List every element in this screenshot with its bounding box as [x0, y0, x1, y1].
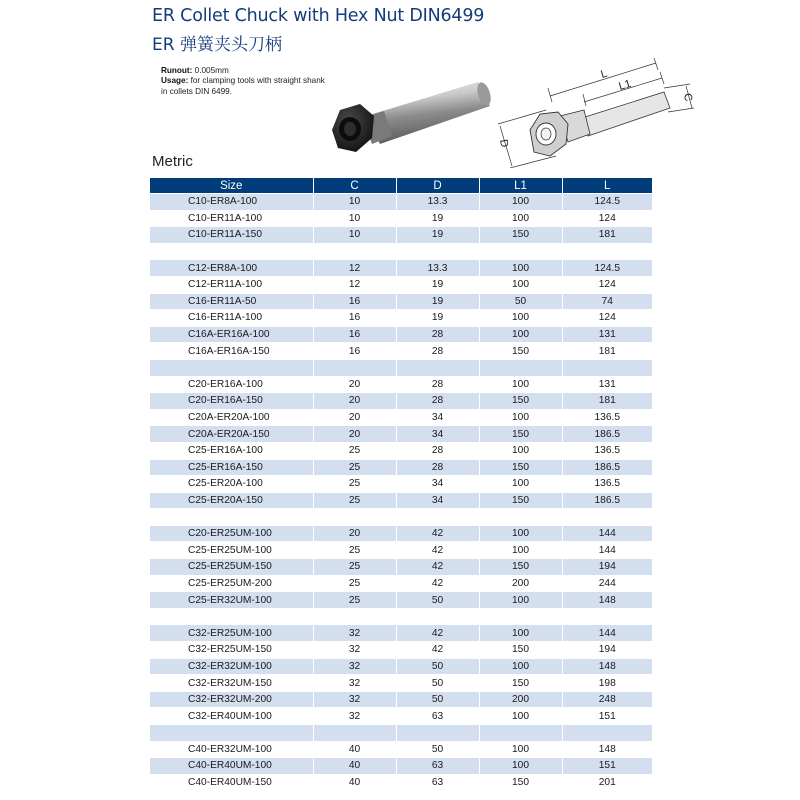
cell-l: 124.5: [562, 194, 652, 211]
cell-l1: 100: [479, 741, 562, 758]
column-header-c: C: [313, 178, 396, 194]
dim-label-l1: L1: [617, 77, 633, 93]
cell-l1: [479, 509, 562, 526]
cell-size: C25-ER20A-100: [150, 476, 313, 493]
cell-size: C20-ER25UM-100: [150, 525, 313, 542]
column-header-l: L: [562, 178, 652, 194]
cell-size: C16A-ER16A-100: [150, 326, 313, 343]
cell-size: C16-ER11A-50: [150, 293, 313, 310]
cell-l: [562, 359, 652, 376]
table-row: [150, 625, 652, 642]
shank-body: [362, 81, 493, 144]
cell-l: 151: [562, 758, 652, 775]
cell-c: 10: [313, 194, 396, 211]
cell-d: 50: [396, 691, 479, 708]
cell-l1: 150: [479, 459, 562, 476]
cell-l: [562, 243, 652, 260]
cell-d: 50: [396, 658, 479, 675]
cell-l1: 100: [479, 542, 562, 559]
cell-size: C25-ER25UM-150: [150, 559, 313, 576]
cell-size: C25-ER20A-150: [150, 492, 313, 509]
table-row: [150, 343, 652, 360]
cell-l: [562, 509, 652, 526]
cell-l: 74: [562, 293, 652, 310]
column-header-l1: L1: [479, 178, 562, 194]
cell-d: 42: [396, 542, 479, 559]
cell-l1: 100: [479, 310, 562, 327]
cell-l: 144: [562, 525, 652, 542]
cell-c: 40: [313, 774, 396, 790]
cell-l: 151: [562, 708, 652, 725]
cell-d: 63: [396, 774, 479, 790]
cell-c: [313, 725, 396, 742]
cell-d: 50: [396, 675, 479, 692]
table-row: [150, 310, 652, 327]
cell-l1: 150: [479, 559, 562, 576]
cell-size: C16-ER11A-100: [150, 310, 313, 327]
cell-d: 19: [396, 293, 479, 310]
cell-c: 25: [313, 559, 396, 576]
cell-l1: [479, 725, 562, 742]
table-row: [150, 575, 652, 592]
cell-c: 16: [313, 293, 396, 310]
table-row: [150, 476, 652, 493]
cell-l: 144: [562, 625, 652, 642]
cell-d: [396, 608, 479, 625]
table-row: [150, 691, 652, 708]
cell-c: 16: [313, 326, 396, 343]
cell-l: 186.5: [562, 426, 652, 443]
cell-d: 63: [396, 708, 479, 725]
product-photo: [318, 68, 498, 163]
cell-l1: 150: [479, 343, 562, 360]
cell-l1: [479, 359, 562, 376]
cell-l1: 150: [479, 774, 562, 790]
cell-size: C25-ER32UM-100: [150, 592, 313, 609]
cell-size: [150, 359, 313, 376]
cell-d: [396, 359, 479, 376]
cell-l: [562, 608, 652, 625]
cell-d: 13.3: [396, 194, 479, 211]
cell-l: 181: [562, 393, 652, 410]
tool-outline: [530, 92, 670, 156]
cell-l1: 150: [479, 227, 562, 244]
spec-block: [161, 66, 331, 97]
usage-label: Usage:: [161, 76, 189, 86]
dimension-lines: [498, 58, 694, 168]
cell-d: 50: [396, 741, 479, 758]
cell-size: C40-ER32UM-100: [150, 741, 313, 758]
table-row: [150, 293, 652, 310]
cell-l1: 100: [479, 276, 562, 293]
cell-l: 201: [562, 774, 652, 790]
cell-size: C10-ER8A-100: [150, 194, 313, 211]
page-title-chinese: ER 弹簧夹头刀柄: [152, 35, 282, 55]
cell-c: 25: [313, 592, 396, 609]
cell-l1: 150: [479, 642, 562, 659]
table-row: [150, 393, 652, 410]
runout-line: [161, 66, 331, 76]
table-row: [150, 442, 652, 459]
cell-d: 19: [396, 276, 479, 293]
cell-l1: 150: [479, 393, 562, 410]
cell-c: 20: [313, 393, 396, 410]
cell-c: 32: [313, 691, 396, 708]
table-spacer-row: [150, 359, 652, 376]
page-title: ER Collet Chuck with Hex Nut DIN6499: [152, 6, 485, 26]
cell-size: C32-ER32UM-150: [150, 675, 313, 692]
cell-c: 32: [313, 625, 396, 642]
cell-l1: 100: [479, 376, 562, 393]
cell-d: 34: [396, 476, 479, 493]
dim-label-l: L: [599, 67, 609, 81]
cell-l: 194: [562, 559, 652, 576]
table-row: [150, 658, 652, 675]
cell-l1: 200: [479, 691, 562, 708]
cell-d: 42: [396, 642, 479, 659]
cell-d: 34: [396, 409, 479, 426]
cell-size: [150, 509, 313, 526]
cell-c: 32: [313, 642, 396, 659]
cell-d: 34: [396, 426, 479, 443]
dimension-drawing: [488, 58, 698, 168]
cell-c: 16: [313, 343, 396, 360]
cell-l: 148: [562, 658, 652, 675]
cell-l: 244: [562, 575, 652, 592]
cell-size: C40-ER40UM-100: [150, 758, 313, 775]
cell-l1: 100: [479, 476, 562, 493]
cell-d: 28: [396, 326, 479, 343]
table-spacer-row: [150, 243, 652, 260]
cell-d: 50: [396, 592, 479, 609]
cell-l1: 150: [479, 675, 562, 692]
cell-l: 144: [562, 542, 652, 559]
table-header-row: [150, 178, 652, 194]
cell-l: 248: [562, 691, 652, 708]
table-row: [150, 210, 652, 227]
cell-l1: 200: [479, 575, 562, 592]
cell-d: 63: [396, 758, 479, 775]
cell-d: 28: [396, 343, 479, 360]
cell-size: C32-ER32UM-100: [150, 658, 313, 675]
table-row: [150, 426, 652, 443]
cell-c: 32: [313, 658, 396, 675]
cell-l1: 100: [479, 658, 562, 675]
cell-size: C25-ER25UM-100: [150, 542, 313, 559]
cell-c: 10: [313, 227, 396, 244]
cell-size: C12-ER8A-100: [150, 260, 313, 277]
cell-size: C12-ER11A-100: [150, 276, 313, 293]
cell-size: [150, 243, 313, 260]
table-row: [150, 542, 652, 559]
cell-c: 20: [313, 376, 396, 393]
cell-c: [313, 243, 396, 260]
cell-c: 10: [313, 210, 396, 227]
cell-d: 19: [396, 310, 479, 327]
cell-size: C20-ER16A-150: [150, 393, 313, 410]
cell-d: 34: [396, 492, 479, 509]
cell-d: 42: [396, 625, 479, 642]
cell-c: 25: [313, 492, 396, 509]
cell-c: [313, 359, 396, 376]
table-spacer-row: [150, 509, 652, 526]
cell-l: 186.5: [562, 492, 652, 509]
cell-d: 13.3: [396, 260, 479, 277]
cell-l: 124: [562, 310, 652, 327]
cell-l1: [479, 608, 562, 625]
cell-l1: 150: [479, 492, 562, 509]
cell-l1: 100: [479, 326, 562, 343]
cell-c: 25: [313, 476, 396, 493]
cell-size: C40-ER40UM-150: [150, 774, 313, 790]
cell-size: [150, 608, 313, 625]
cell-d: 28: [396, 393, 479, 410]
cell-c: 20: [313, 409, 396, 426]
cell-d: [396, 509, 479, 526]
table-row: [150, 525, 652, 542]
table-row: [150, 675, 652, 692]
section-title-metric: Metric: [152, 153, 193, 170]
cell-l: 148: [562, 592, 652, 609]
dim-label-c: C: [681, 92, 695, 103]
column-header-size: Size: [150, 178, 313, 194]
cell-l1: 100: [479, 210, 562, 227]
table-row: [150, 326, 652, 343]
table-spacer-row: [150, 608, 652, 625]
cell-l: 181: [562, 227, 652, 244]
cell-l: 148: [562, 741, 652, 758]
cell-l1: 50: [479, 293, 562, 310]
cell-l: [562, 725, 652, 742]
cell-c: 25: [313, 459, 396, 476]
cell-c: [313, 608, 396, 625]
cell-d: [396, 725, 479, 742]
cell-l: 124: [562, 276, 652, 293]
cell-l1: 100: [479, 758, 562, 775]
cell-l1: 150: [479, 426, 562, 443]
table-row: [150, 774, 652, 790]
runout-label: Runout:: [161, 66, 193, 75]
cell-l: 198: [562, 675, 652, 692]
cell-c: 20: [313, 426, 396, 443]
cell-c: 16: [313, 310, 396, 327]
cell-c: 12: [313, 260, 396, 277]
cell-l1: 100: [479, 592, 562, 609]
spec-table: [150, 178, 652, 790]
cell-l: 136.5: [562, 409, 652, 426]
table-row: [150, 194, 652, 211]
cell-c: 25: [313, 442, 396, 459]
cell-size: C25-ER16A-150: [150, 459, 313, 476]
cell-l: 124: [562, 210, 652, 227]
cell-size: C32-ER32UM-200: [150, 691, 313, 708]
cell-size: C10-ER11A-100: [150, 210, 313, 227]
cell-size: C10-ER11A-150: [150, 227, 313, 244]
cell-c: 40: [313, 758, 396, 775]
cell-size: C25-ER25UM-200: [150, 575, 313, 592]
cell-size: C20A-ER20A-150: [150, 426, 313, 443]
cell-size: C20-ER16A-100: [150, 376, 313, 393]
hex-nut: [332, 104, 374, 152]
cell-size: C25-ER16A-100: [150, 442, 313, 459]
cell-l1: 100: [479, 194, 562, 211]
cell-l: 124.5: [562, 260, 652, 277]
cell-size: C16A-ER16A-150: [150, 343, 313, 360]
cell-d: 42: [396, 559, 479, 576]
table-row: [150, 708, 652, 725]
table-row: [150, 276, 652, 293]
table-row: [150, 592, 652, 609]
cell-size: C32-ER40UM-100: [150, 708, 313, 725]
cell-size: C32-ER25UM-100: [150, 625, 313, 642]
cell-c: 20: [313, 525, 396, 542]
cell-d: [396, 243, 479, 260]
column-header-d: D: [396, 178, 479, 194]
cell-l: 131: [562, 326, 652, 343]
cell-c: 32: [313, 708, 396, 725]
cell-c: 25: [313, 542, 396, 559]
cell-l1: 100: [479, 442, 562, 459]
table-row: [150, 227, 652, 244]
cell-l: 131: [562, 376, 652, 393]
usage-value: for clamping tools with straight shank in collets DIN 6499.: [161, 76, 325, 96]
cell-l: 194: [562, 642, 652, 659]
cell-l: 181: [562, 343, 652, 360]
table-spacer-row: [150, 725, 652, 742]
runout-value: 0.005mm: [194, 66, 229, 75]
cell-size: C20A-ER20A-100: [150, 409, 313, 426]
cell-d: 28: [396, 442, 479, 459]
table-row: [150, 376, 652, 393]
cell-c: 25: [313, 575, 396, 592]
cell-c: 12: [313, 276, 396, 293]
cell-d: 28: [396, 459, 479, 476]
cell-l: 136.5: [562, 476, 652, 493]
cell-d: 19: [396, 210, 479, 227]
cell-d: 42: [396, 525, 479, 542]
cell-size: C32-ER25UM-150: [150, 642, 313, 659]
cell-l1: 100: [479, 708, 562, 725]
table-row: [150, 260, 652, 277]
table-row: [150, 642, 652, 659]
cell-l1: 100: [479, 409, 562, 426]
cell-size: [150, 725, 313, 742]
usage-line: [161, 76, 331, 97]
cell-c: [313, 509, 396, 526]
table-row: [150, 459, 652, 476]
cell-l1: 100: [479, 260, 562, 277]
cell-l1: 100: [479, 525, 562, 542]
cell-l: 186.5: [562, 459, 652, 476]
table-row: [150, 409, 652, 426]
table-row: [150, 559, 652, 576]
cell-d: 28: [396, 376, 479, 393]
cell-l: 136.5: [562, 442, 652, 459]
cell-c: 32: [313, 675, 396, 692]
cell-c: 40: [313, 741, 396, 758]
table-row: [150, 758, 652, 775]
cell-l1: [479, 243, 562, 260]
dim-label-d: D: [497, 138, 511, 149]
table-row: [150, 492, 652, 509]
cell-d: 19: [396, 227, 479, 244]
cell-d: 42: [396, 575, 479, 592]
table-row: [150, 741, 652, 758]
table-body: [150, 194, 652, 791]
cell-l1: 100: [479, 625, 562, 642]
